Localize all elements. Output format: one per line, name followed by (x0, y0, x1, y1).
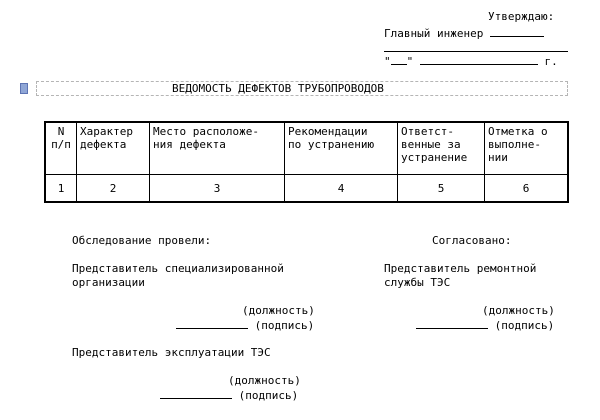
position-caption-operation: (должность) (228, 374, 301, 387)
table-cell: 6 (485, 175, 569, 203)
chief-engineer-label (384, 26, 544, 41)
approval-date-line (384, 54, 558, 69)
document-title: ВЕДОМОСТЬ ДЕФЕКТОВ ТРУБОПРОВОДОВ (172, 82, 384, 95)
quote-close: " (406, 55, 414, 68)
paragraph-marker-icon (20, 83, 28, 94)
approve-label: Утверждаю: (488, 10, 555, 23)
signature-caption: (подпись) (494, 319, 555, 332)
chief-engineer-name-blank (490, 26, 544, 37)
header-cell-number: N п/п (45, 122, 77, 175)
signature-blank (176, 318, 248, 329)
position-caption-specialized: (должность) (242, 304, 315, 317)
day-blank (391, 54, 407, 65)
title-frame (36, 81, 568, 96)
rep-operation-label: Представитель эксплуатации ТЭС (72, 346, 271, 359)
quote-open: " (384, 55, 391, 68)
rep-specialized-label: Представитель специализированной организации (72, 262, 284, 289)
signature-caption: (подпись) (254, 319, 315, 332)
header-cell-responsible: Ответст- венные за устранение (398, 122, 485, 175)
signature-caption: (подпись) (238, 389, 299, 402)
inspection-label: Обследование провели: (72, 234, 212, 247)
table-row (45, 175, 568, 203)
defects-table (44, 121, 569, 203)
year-suffix: г. (544, 55, 558, 68)
table-cell: 3 (150, 175, 285, 203)
header-cell-defect-type: Характер дефекта (77, 122, 150, 175)
header-cell-completion: Отметка о выполне- нии (485, 122, 569, 175)
header-cell-recommendations: Рекомендации по устранению (285, 122, 398, 175)
chief-engineer-text: Главный инженер (384, 27, 484, 40)
signature-blank (160, 388, 232, 399)
table-cell: 1 (45, 175, 77, 203)
signature-line (384, 51, 568, 52)
agreed-label: Согласовано: (432, 234, 512, 247)
header-cell-location: Место расположе- ния дефекта (150, 122, 285, 175)
table-cell: 4 (285, 175, 398, 203)
signature-row-repair (416, 318, 554, 333)
rep-repair-label: Представитель ремонтной службы ТЭС (384, 262, 537, 289)
signature-row-operation (160, 388, 298, 403)
table-cell: 5 (398, 175, 485, 203)
table-cell: 2 (77, 175, 150, 203)
month-blank (420, 54, 538, 65)
position-caption-repair: (должность) (482, 304, 555, 317)
signature-row-specialized (176, 318, 314, 333)
table-header-row (45, 122, 568, 175)
signature-blank (416, 318, 488, 329)
